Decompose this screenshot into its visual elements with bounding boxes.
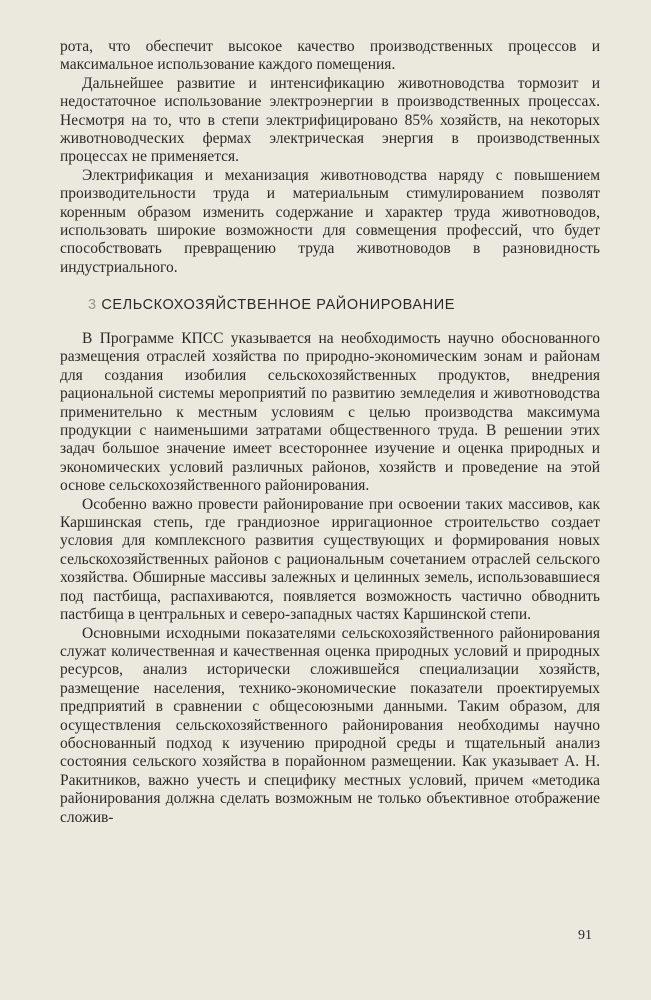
top-text-block	[60, 38, 600, 277]
paragraph-indicators: Основными исходными показателями сельскохозяйственного районирования служат количественная и качественная оценка природных условий и природных ресурсов, анализ исторически сложившейся специализации хозяйств, размещение населения, технико-экономические показатели проектируемых предприятий в сравнении с общесоюзными данными. Таким образом, для осуществления сельскохозяйственного районирования необходимы научно обоснованный подход к изучению природной среды и тщательный анализ состояния сельского хозяйства в порайонном размещении. Как указывает А. Н. Ракитников, важно учесть и специфику местных условий, причем «методика районирования должна сделать возможным не только объективное отображение сложив-	[60, 624, 600, 826]
paragraph-electrification: Дальнейшее развитие и интенсификацию животноводства тормозит и недостаточное использование электроэнергии в производственных процессах. Несмотря на то, что в степи электрифицировано 85% хозяйств, на некоторых животноводческих фермах электрическая энергия в производственных процессах не применяется.	[60, 74, 600, 166]
section-number-mark: 3	[88, 297, 97, 313]
page-number: 91	[578, 928, 592, 943]
section-title: СЕЛЬСКОХОЗЯЙСТВЕННОЕ РАЙОНИРОВАНИЕ	[101, 297, 456, 313]
paragraph-continuation: рота, что обеспечит высокое качество производственных процессов и максимальное использование каждого помещения.	[60, 38, 600, 74]
section-heading	[88, 297, 588, 313]
paragraph-karshi-steppe: Особенно важно провести районирование при освоении таких массивов, как Каршинская степь, где грандиозное ирригационное строительство создает условия для комплексного развития существующих и формирования новых сельскохозяйственных районов с рациональным сочетанием отраслей сельского хозяйства. Обширные массивы залежных и целинных земель, использовавшиеся под пастбища, распахиваются, появляется возможность частично обводнить пастбища в центральных и северо-западных частях Каршинской степи.	[60, 495, 600, 624]
paragraph-program: В Программе КПСС указывается на необходимость научно обоснованного размещения отраслей хозяйства по природно-экономическим зонам и районам для создания изобилия сельскохозяйственных продуктов, внедрения рациональной системы мероприятий по развитию земледелия и животноводства применительно к местным условиям с целью производства максимума продукции с наименьшими затратами общественного труда. В решении этих задач большое значение имеет всестороннее изучение и оценка природных и экономических условий различных районов, хозяйств и проведение на этой основе сельскохозяйственного районирования.	[60, 330, 600, 495]
section-text-block	[60, 330, 600, 827]
paragraph-mechanization: Электрификация и механизация животноводства наряду с повышением производительности труда и материальным стимулированием позволят коренным образом изменить содержание и характер труда животноводов, использовать широкие возможности для совмещения профессий, что будет способствовать превращению труда животноводов в разновидность индустриального.	[60, 166, 600, 276]
